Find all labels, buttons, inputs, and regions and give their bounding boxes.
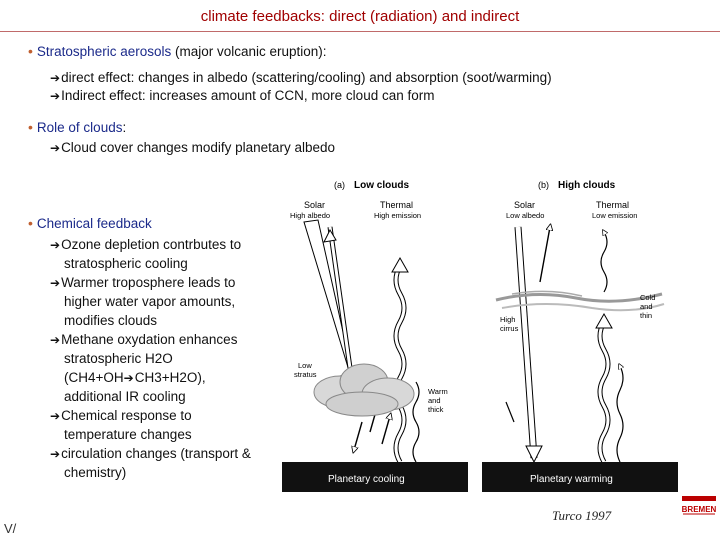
arrow-right-icon: ➔: [50, 71, 61, 85]
bullet-stratospheric-aerosols: [28, 42, 327, 61]
sub-item-continued: stratospheric H2O: [64, 351, 173, 366]
panel-a-solar-label: Solar: [304, 200, 326, 210]
arrow-right-icon: ➔: [50, 238, 61, 252]
sub-item-continued: modifies clouds: [64, 313, 158, 328]
bullet-role-of-clouds: [28, 118, 126, 137]
sub-item-continued: higher water vapor amounts,: [64, 294, 236, 309]
university-bremen-logo: [681, 495, 717, 517]
panel-b-title: High clouds: [558, 180, 616, 191]
panel-b-thermal-label: Thermal: [596, 200, 630, 210]
footer-slide-marker: V/: [4, 521, 17, 536]
arrow-right-icon: ➔: [50, 276, 61, 290]
bullet-dot-icon: •: [28, 215, 33, 231]
planetary-cooling-label: Planetary cooling: [328, 474, 405, 485]
bullet-lead: Role of clouds: [36, 120, 123, 135]
sub-item: ➔direct effect: changes in albedo (scattering/cooling) and absorption (soot/warming): [50, 70, 552, 85]
low-stratus-label: Low stratus: [294, 361, 317, 379]
bullet-lead: Stratospheric aerosols: [36, 44, 172, 59]
bullet-chemical-feedback: [28, 214, 152, 233]
title-divider: [0, 31, 720, 32]
panel-b-thermal-sub: Low emission: [592, 211, 638, 220]
sub-item-continued: (CH4+OH➔CH3+H2O),: [64, 370, 206, 385]
arrow-right-icon: ➔: [50, 447, 61, 461]
arrow-right-icon: ➔: [50, 141, 61, 155]
sub-item-continued: temperature changes: [64, 427, 192, 442]
sub-item-continued: stratospheric cooling: [64, 256, 188, 271]
arrow-right-icon: ➔: [123, 371, 134, 385]
panel-a-thermal-label: Thermal: [380, 200, 414, 210]
sub-item: ➔Warmer troposphere leads to: [50, 275, 236, 290]
panel-b-solar-sub: Low albedo: [506, 211, 545, 220]
low-stratus-cloud: [314, 364, 414, 416]
panel-b-tag: (b): [538, 180, 549, 190]
svg-text:BREMEN: BREMEN: [681, 505, 717, 514]
arrow-right-icon: ➔: [50, 409, 61, 423]
sub-item: ➔circulation changes (transport &: [50, 446, 251, 461]
panel-a-tag: (a): [334, 180, 345, 190]
sub-item-continued: additional IR cooling: [64, 389, 186, 404]
sub-item: ➔Chemical response to: [50, 408, 192, 423]
bullet-dot-icon: •: [28, 43, 33, 59]
bullet-lead: Chemical feedback: [36, 216, 152, 231]
figure-credit: Turco 1997: [552, 508, 612, 523]
bullet-dot-icon: •: [28, 119, 33, 135]
panel-b-solar-label: Solar: [514, 200, 536, 210]
slide-title: climate feedbacks: direct (radiation) and indirect: [200, 8, 520, 25]
planetary-warming-label: Planetary warming: [530, 474, 613, 485]
bullet-rest: :: [122, 120, 127, 135]
bullet-rest: (major volcanic eruption):: [171, 44, 327, 59]
sub-item: ➔Methane oxydation enhances: [50, 332, 238, 347]
arrow-right-icon: ➔: [50, 89, 61, 103]
cloud-radiation-figure: [282, 172, 682, 494]
cold-thin-label: Cold and thin: [640, 293, 656, 320]
sub-item-continued: chemistry): [64, 465, 127, 480]
warm-thick-label: Warm and thick: [428, 387, 448, 414]
sub-item: ➔Indirect effect: increases amount of CCN, more cloud can form: [50, 88, 435, 103]
sub-item: ➔Ozone depletion contrbutes to: [50, 237, 242, 252]
panel-a-thermal-sub: High emission: [374, 211, 422, 220]
panel-a-solar-sub: High albedo: [290, 211, 331, 220]
arrow-right-icon: ➔: [50, 333, 61, 347]
high-cirrus-label: High cirrus: [500, 315, 519, 333]
panel-a-title: Low clouds: [354, 180, 409, 191]
sub-item: ➔Cloud cover changes modify planetary albedo: [50, 140, 335, 155]
